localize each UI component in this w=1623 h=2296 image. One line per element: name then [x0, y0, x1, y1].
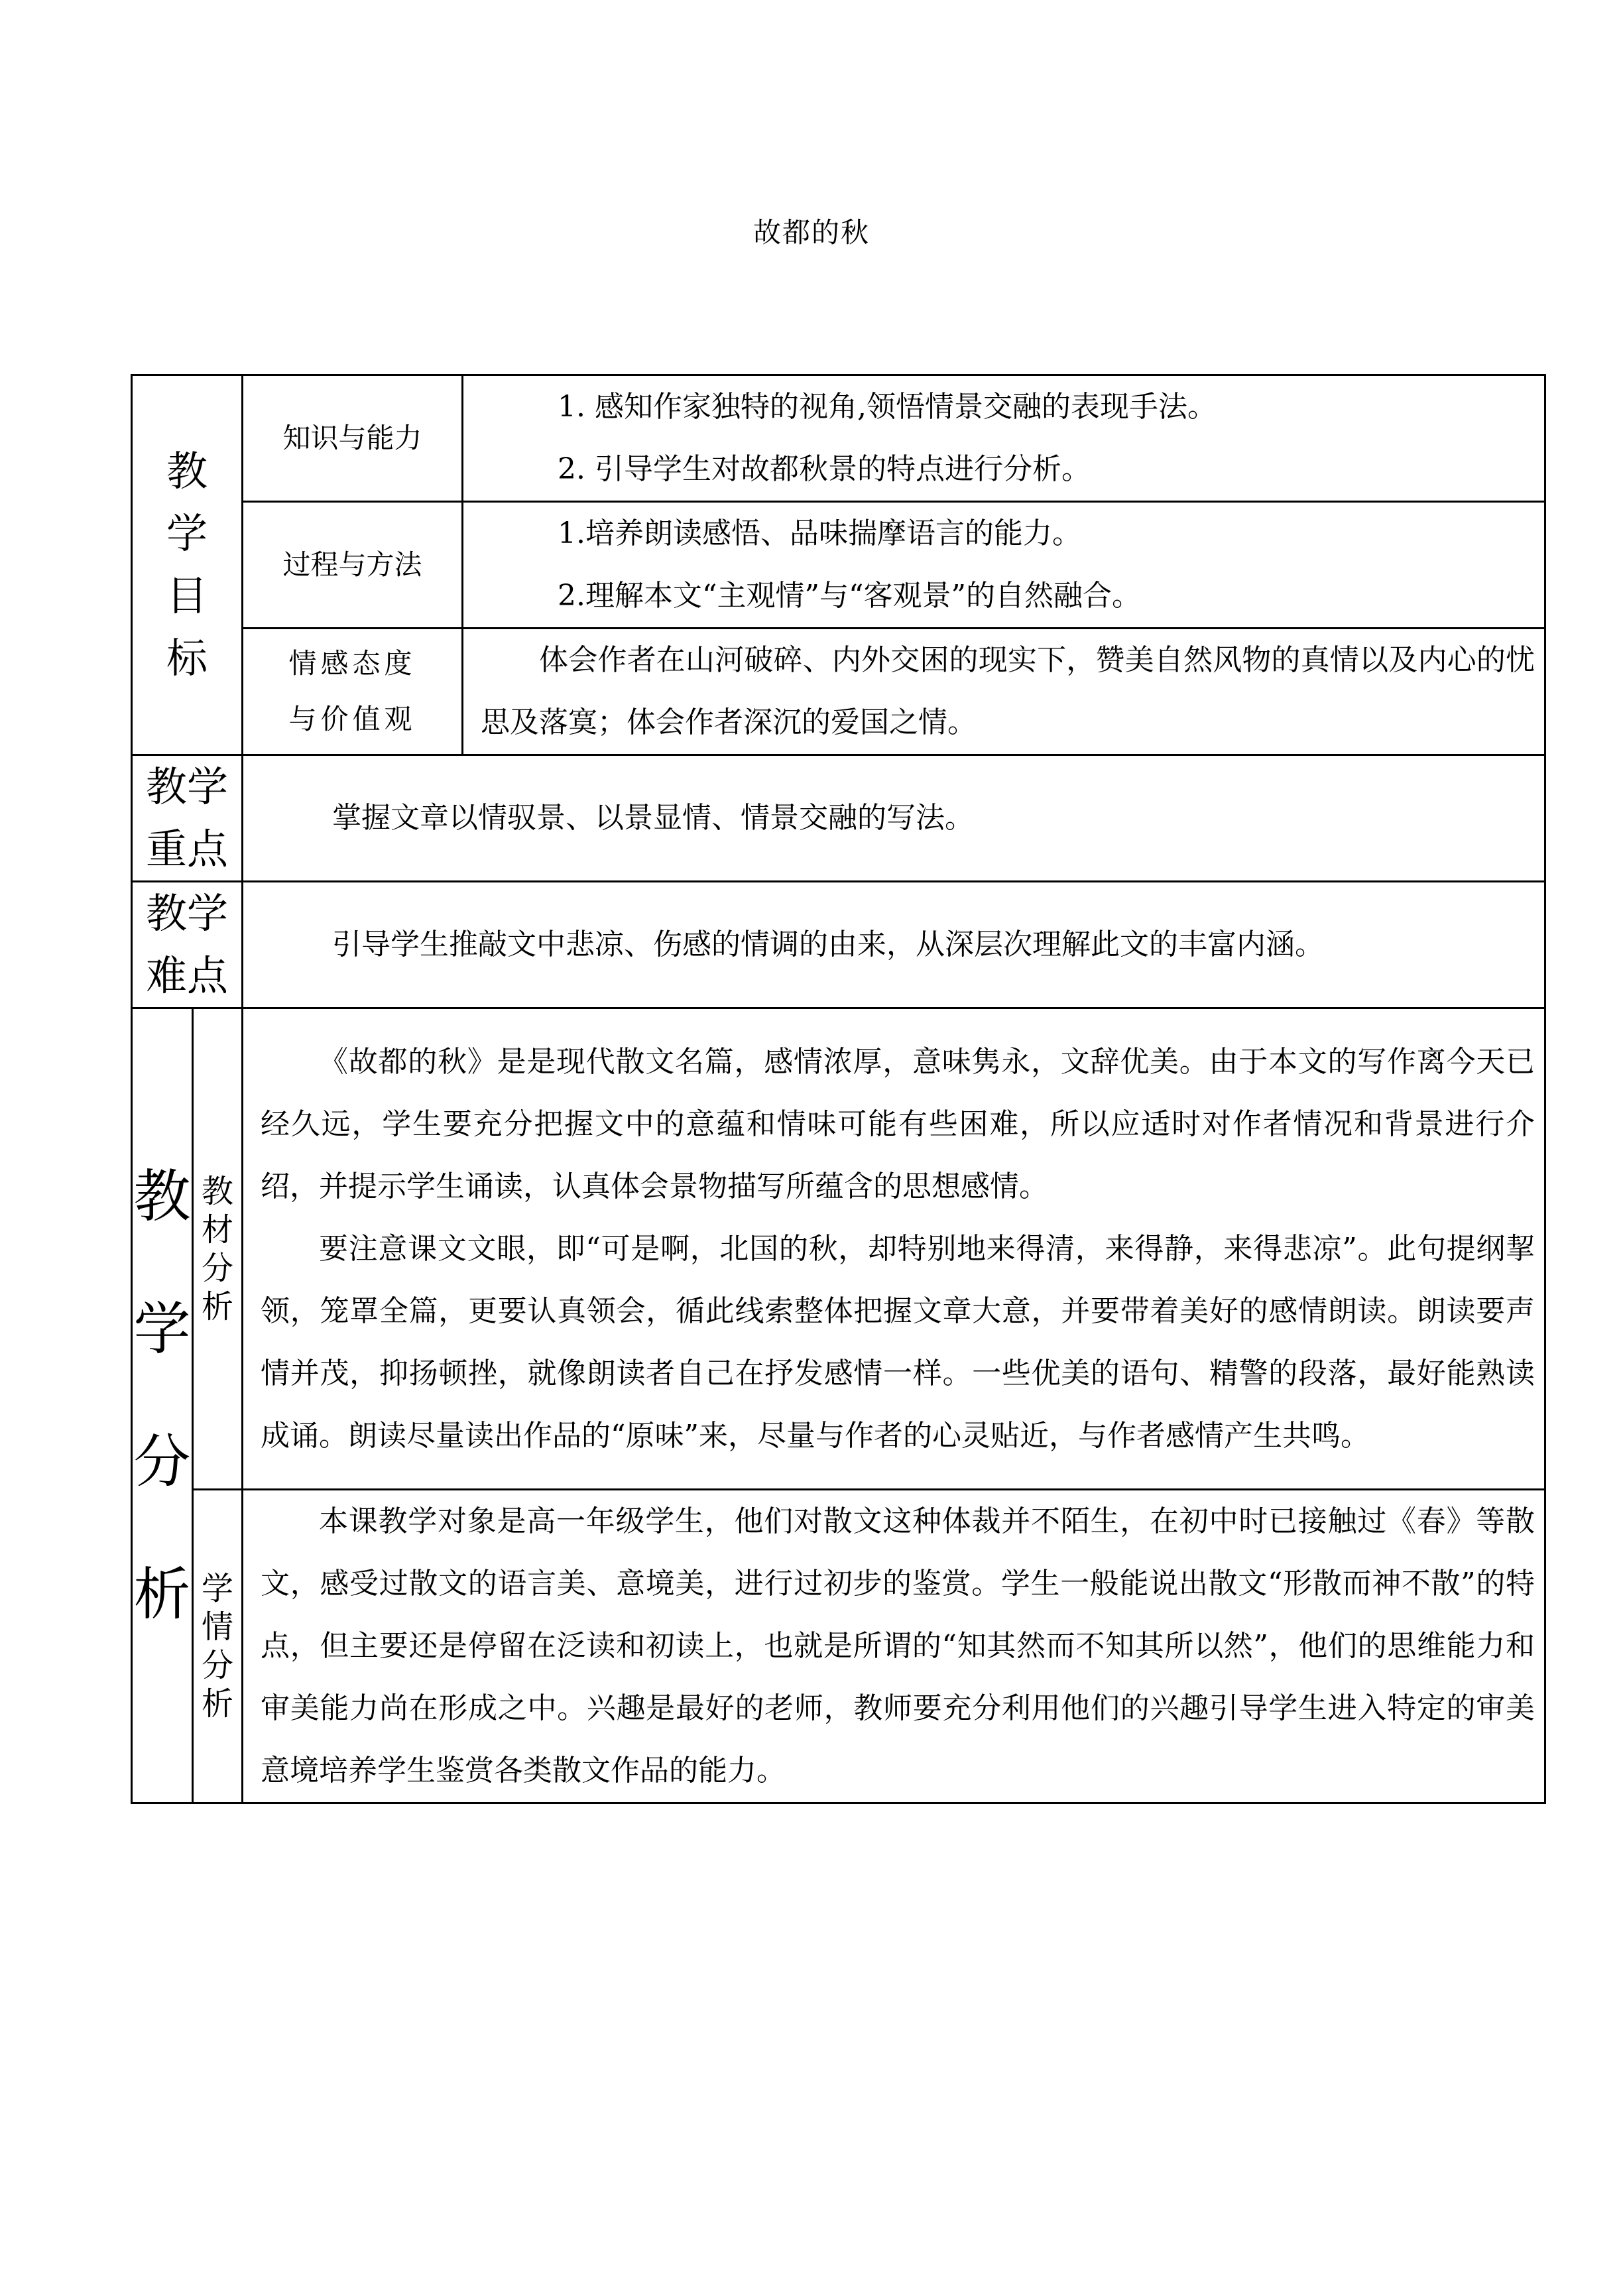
material-label: 教 材 分 析	[193, 1008, 243, 1490]
objectives-heading: 教 学 目 标	[132, 375, 243, 755]
students-paragraph: 本课教学对象是高一年级学生，他们对散文这种体裁并不陌生，在初中时已接触过《春》等散文，感受过散文的语言美、意境美，进行过初步的鉴赏。学生一般能说出散文“形散而神不散”的特点，但主要还是停留在泛读和初读上，也就是所谓的“知其然而不知其所以然”，他们的思维能力和审美能力尚在形成之中。兴趣是最好的老师，教师要充分利用他们的兴趣引导学生进入特定的审美意境培养学生鉴赏各类散文作品的能力。	[261, 1504, 1535, 1787]
knowledge-label: 知识与能力	[243, 375, 463, 502]
process-content	[463, 502, 1545, 629]
lesson-plan-table	[131, 374, 1546, 1804]
process-label: 过程与方法	[243, 502, 463, 629]
key-point-text: 掌握文章以情驭景、以景显情、情景交融的写法。	[332, 801, 975, 835]
knowledge-item: 1. 感知作家独特的视角,领悟情景交融的表现手法。	[558, 390, 1217, 424]
difficulty-row	[132, 882, 1545, 1008]
page-title: 故都的秋	[752, 216, 870, 249]
knowledge-content	[463, 375, 1545, 502]
difficulty-content	[243, 882, 1545, 1008]
material-paragraph: 《故都的秋》是是现代散文名篇，感情浓厚，意味隽永，文辞优美。由于本文的写作离今天已经久远，学生要充分把握文中的意蕴和情味可能有些困难，所以应适时对作者情况和背景进行介绍，并提示学生诵读，认真体会景物描写所蕴含的思想感情。	[261, 1044, 1535, 1203]
material-content	[243, 1008, 1545, 1490]
key-point-row	[132, 755, 1545, 882]
students-row	[132, 1490, 1545, 1803]
material-paragraph: 要注意课文文眼，即“可是啊，北国的秋，却特别地来得清，来得静，来得悲凉”。此句提纲挈领，笼罩全篇，更要认真领会，循此线索整体把握文章大意，并要带着美好的感情朗读。朗读要声情并茂，抑扬顿挫，就像朗读者自己在抒发感情一样。一些优美的语句、精警的段落，最好能熟读成诵。朗读尽量读出作品的“原味”来，尽量与作者的心灵贴近，与作者感情产生共鸣。	[261, 1231, 1535, 1453]
material-row	[132, 1008, 1545, 1490]
key-point-label: 教学 重点	[132, 755, 243, 882]
difficulty-label: 教学 难点	[132, 882, 243, 1008]
process-item: 2.理解本文“主观情”与“客观景”的自然融合。	[558, 579, 1141, 613]
difficulty-text: 引导学生推敲文中悲凉、伤感的情调的由来，从深层次理解此文的丰富内涵。	[332, 928, 1325, 961]
key-point-content	[243, 755, 1545, 882]
analysis-heading: 教 学 分 析	[132, 1008, 193, 1803]
emotion-label: 情感态度 与价值观	[243, 629, 463, 755]
knowledge-item: 2. 引导学生对故都秋景的特点进行分析。	[558, 452, 1091, 486]
emotion-text: 体会作者在山河破碎、内外交困的现实下，赞美自然风物的真情以及内心的忧思及落寞；体会作者深沉的爱国之情。	[481, 643, 1535, 739]
students-content	[243, 1490, 1545, 1803]
emotion-row	[132, 629, 1545, 755]
students-label: 学 情 分 析	[193, 1490, 243, 1803]
process-item: 1.培养朗读感悟、品味揣摩语言的能力。	[558, 516, 1081, 550]
emotion-content	[463, 629, 1545, 755]
knowledge-row	[132, 375, 1545, 502]
process-row	[132, 502, 1545, 629]
